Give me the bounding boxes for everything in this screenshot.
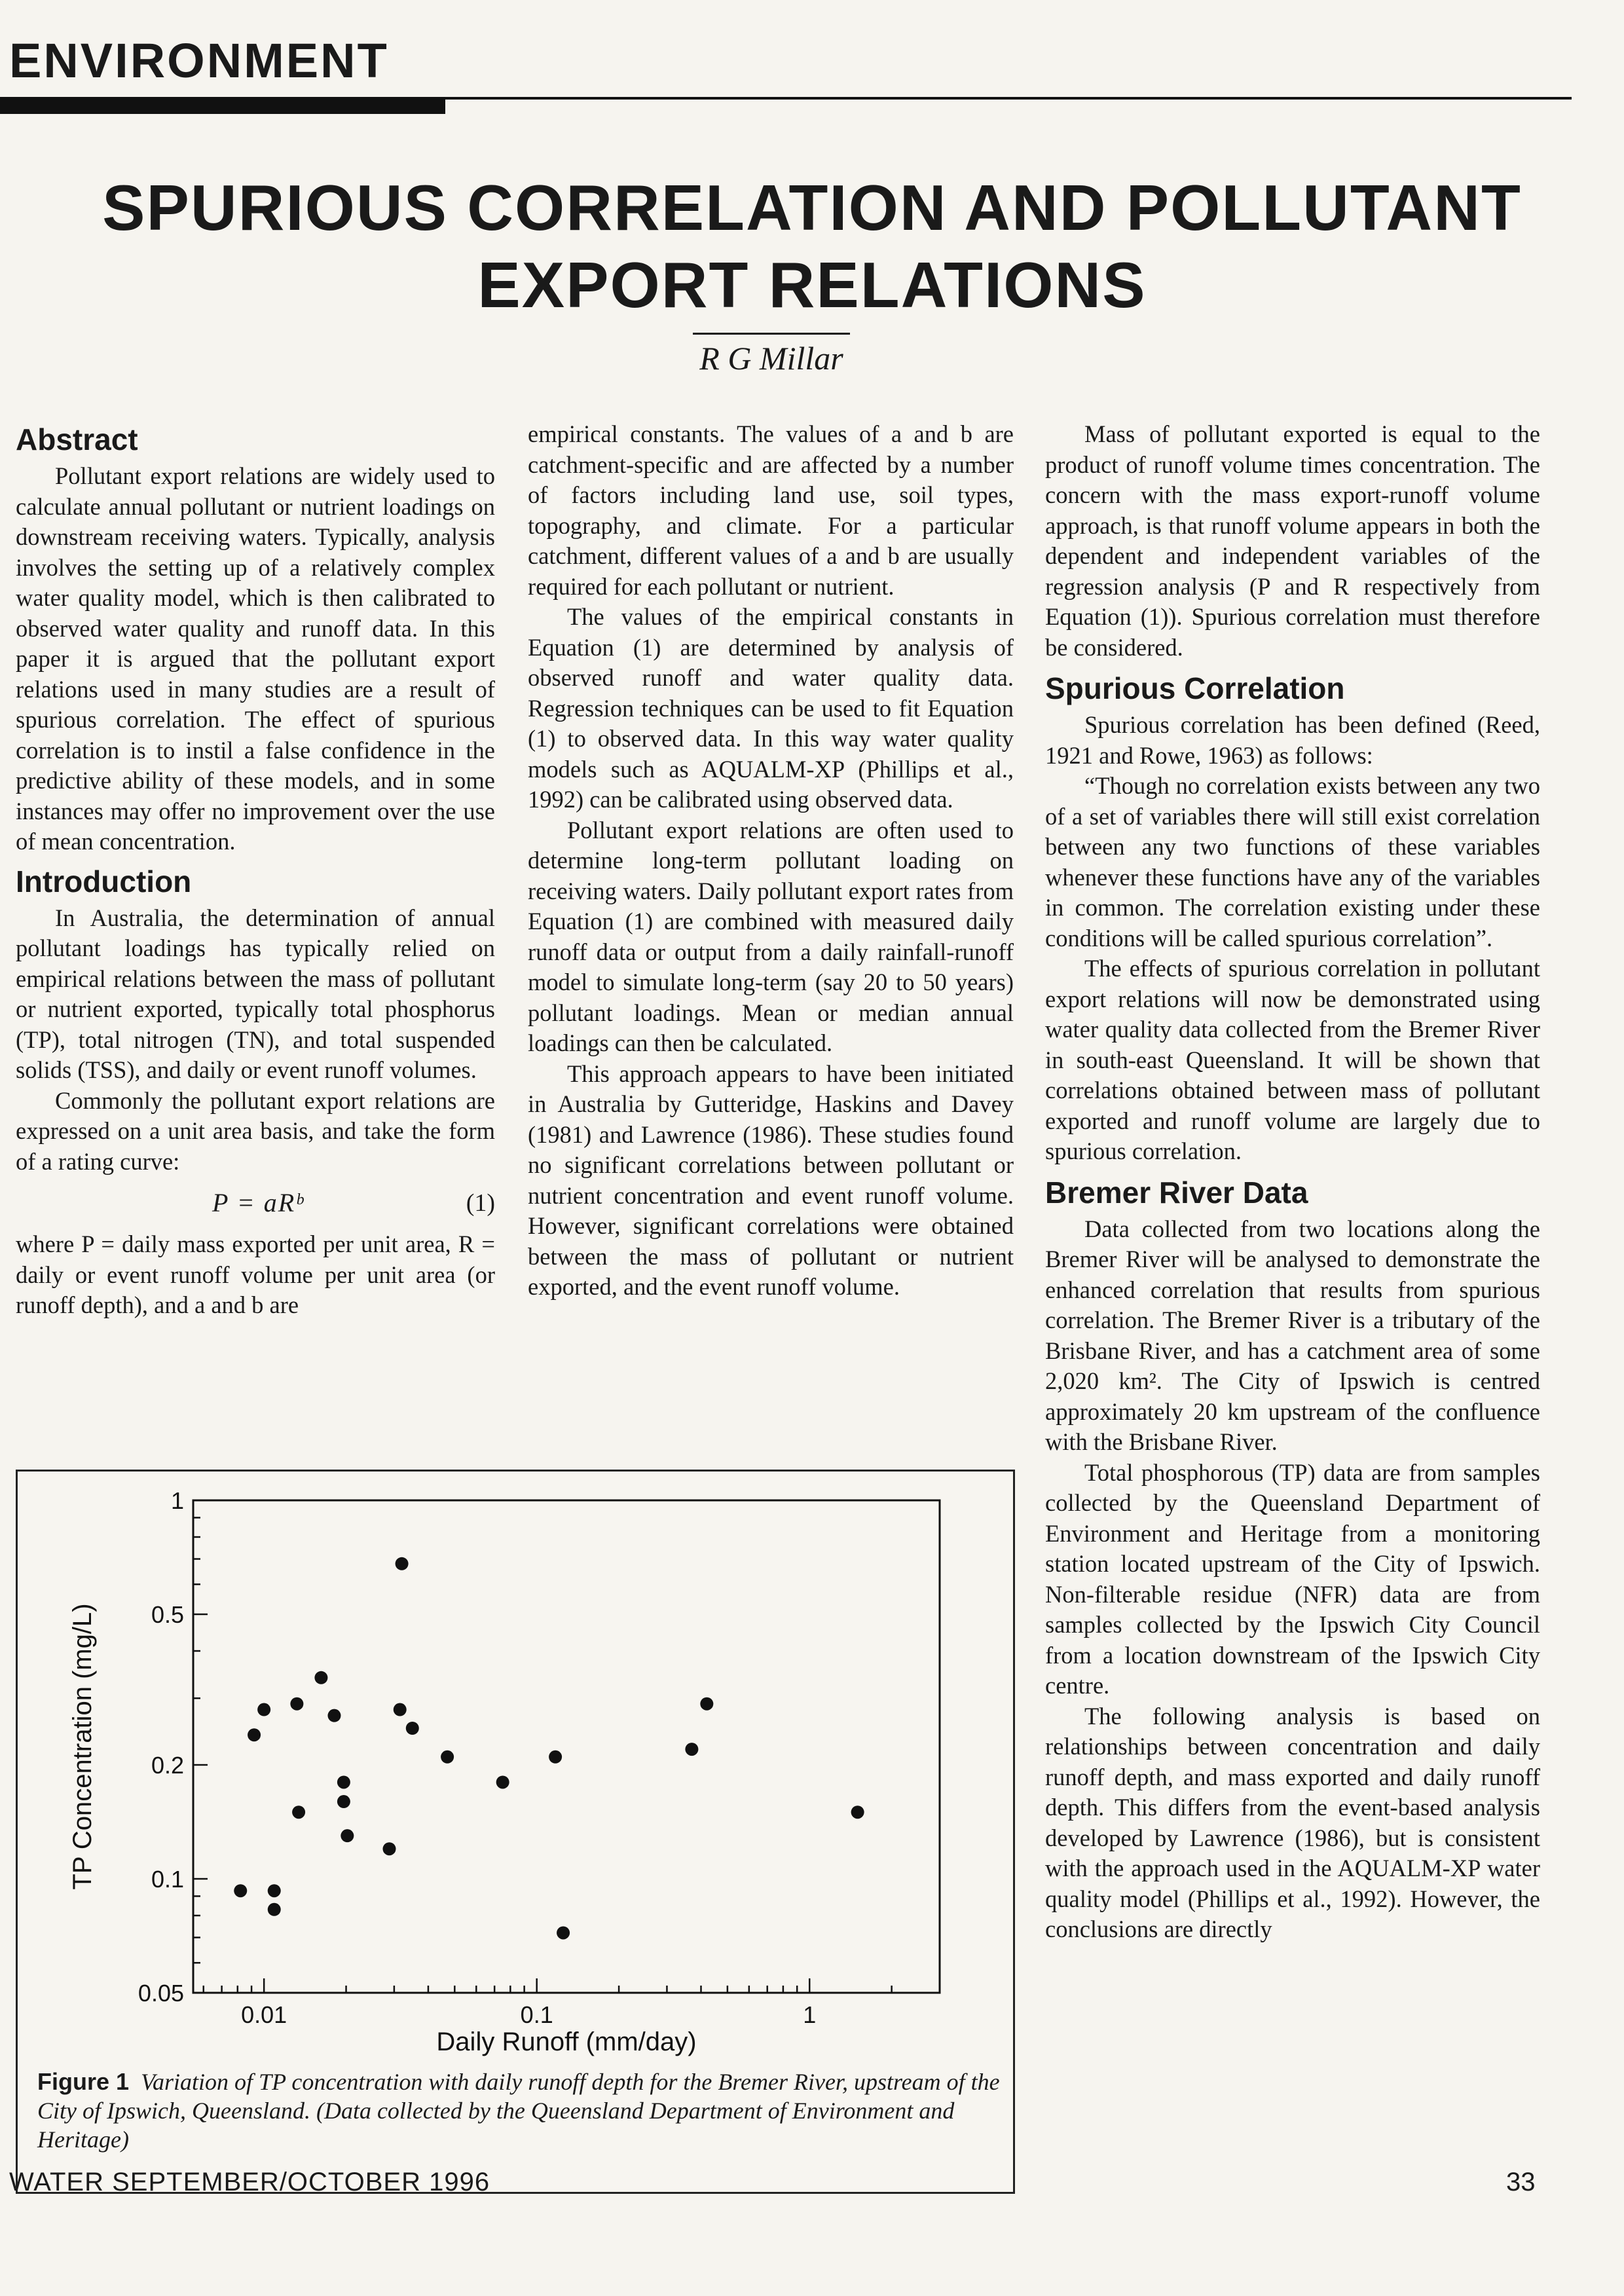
x-tick-label: 0.01 (241, 2001, 287, 2028)
data-point (496, 1775, 509, 1788)
figure-caption-label: Figure 1 (37, 2068, 130, 2095)
data-point (337, 1795, 350, 1808)
equation-body: P = aRᵇ (212, 1187, 304, 1217)
data-point (327, 1709, 341, 1722)
plot-frame (193, 1500, 940, 1993)
col2-paragraph-2: The values of the empirical constants in Equation (1) are determined by analysis of observed runoff and water quality data. Regression techniques can be used to fit Equation (1) to observed data. In this way water quality models such as AQUALM-XP (Phillips et al., 1992) can be calibrated using observed data. (528, 603, 1014, 813)
col2-paragraph-1: empirical constants. The values of a and b are catchment-specific and are affected by a number of factors including land use, soil types, topography, and climate. For a particular catchment, different values of a and b are usually required for each pollutant or nutrient. (528, 420, 1014, 600)
equation-1 (16, 1177, 495, 1229)
data-point (337, 1775, 350, 1788)
data-point (549, 1750, 562, 1764)
data-point (234, 1884, 247, 1897)
spurious-correlation-heading: Spurious Correlation (1045, 671, 1345, 705)
y-tick-label: 0.05 (138, 1980, 184, 2007)
figure-1 (16, 1470, 1015, 2194)
introduction-heading: Introduction (16, 864, 192, 898)
data-point (406, 1722, 419, 1735)
footer-journal: WATER SEPTEMBER/OCTOBER 1996 (9, 2168, 490, 2196)
intro-paragraph-2: Commonly the pollutant export relations are expressed on a unit area basis, and take the form of a rating curve: (16, 1086, 495, 1175)
figure-caption (37, 2067, 1000, 2154)
data-point (248, 1728, 261, 1741)
data-point (685, 1743, 698, 1756)
author-name: R G Millar (699, 340, 843, 377)
data-point (396, 1557, 409, 1570)
col3-paragraph-6: Total phosphorous (TP) data are from samples collected by the Queensland Department of Environment and Heritage from a monitoring station located upstream of the City of Ipswich. Non-filterable residue (NFR) data are from samples collected by the Ipswich City Council from a location downstream of the Ipswich City centre. (1045, 1458, 1540, 1699)
column-2 (528, 419, 1014, 1303)
author-rule (693, 333, 850, 335)
column-1 (16, 419, 495, 1321)
article-title-line-2: EXPORT RELATIONS (477, 249, 1147, 321)
x-axis-label: Daily Runoff (mm/day) (436, 2028, 697, 2056)
data-point (341, 1829, 354, 1842)
col2-paragraph-3: Pollutant export relations are often used to determine long-term pollutant loading on receiving waters. Daily pollutant export rates from Equation (1) are combined with measured daily runoff data or output from a daily rainfall-runoff model to simulate long-term (say 20 to 50 years) pollutant loadings. Mean or median annual loadings can then be calculated. (528, 816, 1014, 1056)
column-3 (1045, 419, 1540, 1945)
data-point (394, 1703, 407, 1716)
y-tick-label: 1 (170, 1487, 184, 1514)
abstract-paragraph: Pollutant export relations are widely used to calculate annual pollutant or nutrient loadings on downstream receiving waters. Typically, analysis involves the setting up of a relatively complex water quality model, which is then calibrated to observed water quality and runoff data. In this paper it is argued that the pollutant export relations used in many studies are a result of spurious correlation. The effect of spurious correlation is to instil a false confidence in the predictive ability of these models, and in some instances may offer no improvement over the use of mean concentration. (16, 462, 495, 855)
y-axis-label: TP Concentration (mg/L) (68, 1603, 97, 1890)
col2-paragraph-4: This approach appears to have been initiated in Australia by Gutteridge, Haskins and Davey (1981) and Lawrence (1986). These studies found no significant correlations between pollutant or nutrient concentration and event runoff volume. However, significant correlations were obtained between the mass of pollutant or nutrient exported, and the event runoff volume. (528, 1060, 1014, 1300)
page-number: 33 (1506, 2168, 1536, 2196)
data-point (557, 1926, 570, 1939)
x-tick-label: 1 (803, 2001, 817, 2028)
data-point (292, 1805, 305, 1819)
article-title-line-1: SPURIOUS CORRELATION AND POLLUTANT (102, 172, 1522, 244)
col3-paragraph-1: Mass of pollutant exported is equal to the product of runoff volume times concentration. The concern with the mass export-runoff volume approach, is that runoff volume appears in both the dependent and independent variables of the regression analysis (P and R respectively from Equation (1)). Spurious correlation must therefore be considered. (1045, 420, 1540, 661)
col3-quote: “Though no correlation exists between any two of a set of variables there will still exist correlation between any two functions of these variables whenever these functions have any of the variables in common. The correlation existing under these conditions will be called spurious correlation”. (1045, 772, 1540, 952)
col3-paragraph-7: The following analysis is based on relationships between concentration and daily runoff depth, and mass exported and daily runoff depth. This differs from the event-based analysis developed by Lawrence (1986), but is consistent with the approach used in the AQUALM-XP water quality model (Phillips et al., 1992). However, the conclusions are directly (1045, 1702, 1540, 1942)
y-tick-label: 0.1 (151, 1866, 184, 1893)
data-point (441, 1750, 454, 1764)
equation-number: (1) (466, 1189, 495, 1217)
intro-paragraph-3: where P = daily mass exported per unit area, R = daily or event runoff volume per unit area (or runoff depth), and a and b are (16, 1231, 495, 1318)
data-point (314, 1671, 327, 1684)
data-point (268, 1884, 281, 1897)
scatter-chart (18, 1472, 1013, 2061)
section-rule-accent (0, 100, 445, 114)
col3-paragraph-5: Data collected from two locations along the Bremer River will be analysed to demonstrate the enhanced correlation that results from spurious correlation. The Bremer River is a tributary of the Brisbane River, and has a catchment area of some 2,020 km². The City of Ipswich is centred approximately 20 km upstream of the confluence with the Brisbane River. (1045, 1215, 1540, 1455)
data-point (383, 1842, 396, 1855)
data-point (700, 1697, 713, 1711)
data-point (257, 1703, 270, 1716)
data-point (851, 1805, 864, 1819)
y-tick-label: 0.5 (151, 1601, 184, 1628)
y-tick-label: 0.2 (151, 1752, 184, 1779)
col3-paragraph-2: Spurious correlation has been defined (Reed, 1921 and Rowe, 1963) as follows: (1045, 711, 1540, 769)
col3-paragraph-4: The effects of spurious correlation in pollutant export relations will now be demonstrated using water quality data collected from the Bremer River in south-east Queensland. It will be shown that correlations obtained between mass of pollutant exported and runoff volume are largely due to spurious correlation. (1045, 955, 1540, 1164)
section-label: ENVIRONMENT (9, 33, 389, 88)
data-point (290, 1697, 303, 1711)
abstract-heading: Abstract (16, 422, 138, 456)
data-point (268, 1903, 281, 1916)
article-title (0, 169, 1624, 324)
bremer-river-heading: Bremer River Data (1045, 1175, 1308, 1210)
x-tick-label: 0.1 (520, 2001, 553, 2028)
intro-paragraph-1: In Australia, the determination of annual pollutant loadings has typically relied on empirical relations between the mass of pollutant or nutrient exported, typically total phosphorus (TP), total nitrogen (TN), and total suspended solids (TSS), and daily or event runoff volumes. (16, 904, 495, 1083)
figure-caption-text: Variation of TP concentration with daily runoff depth for the Bremer River, upstream of the City of Ipswich, Queensland. (Data collected by the Queensland Department of Environment and Heritage) (37, 2069, 1000, 2153)
